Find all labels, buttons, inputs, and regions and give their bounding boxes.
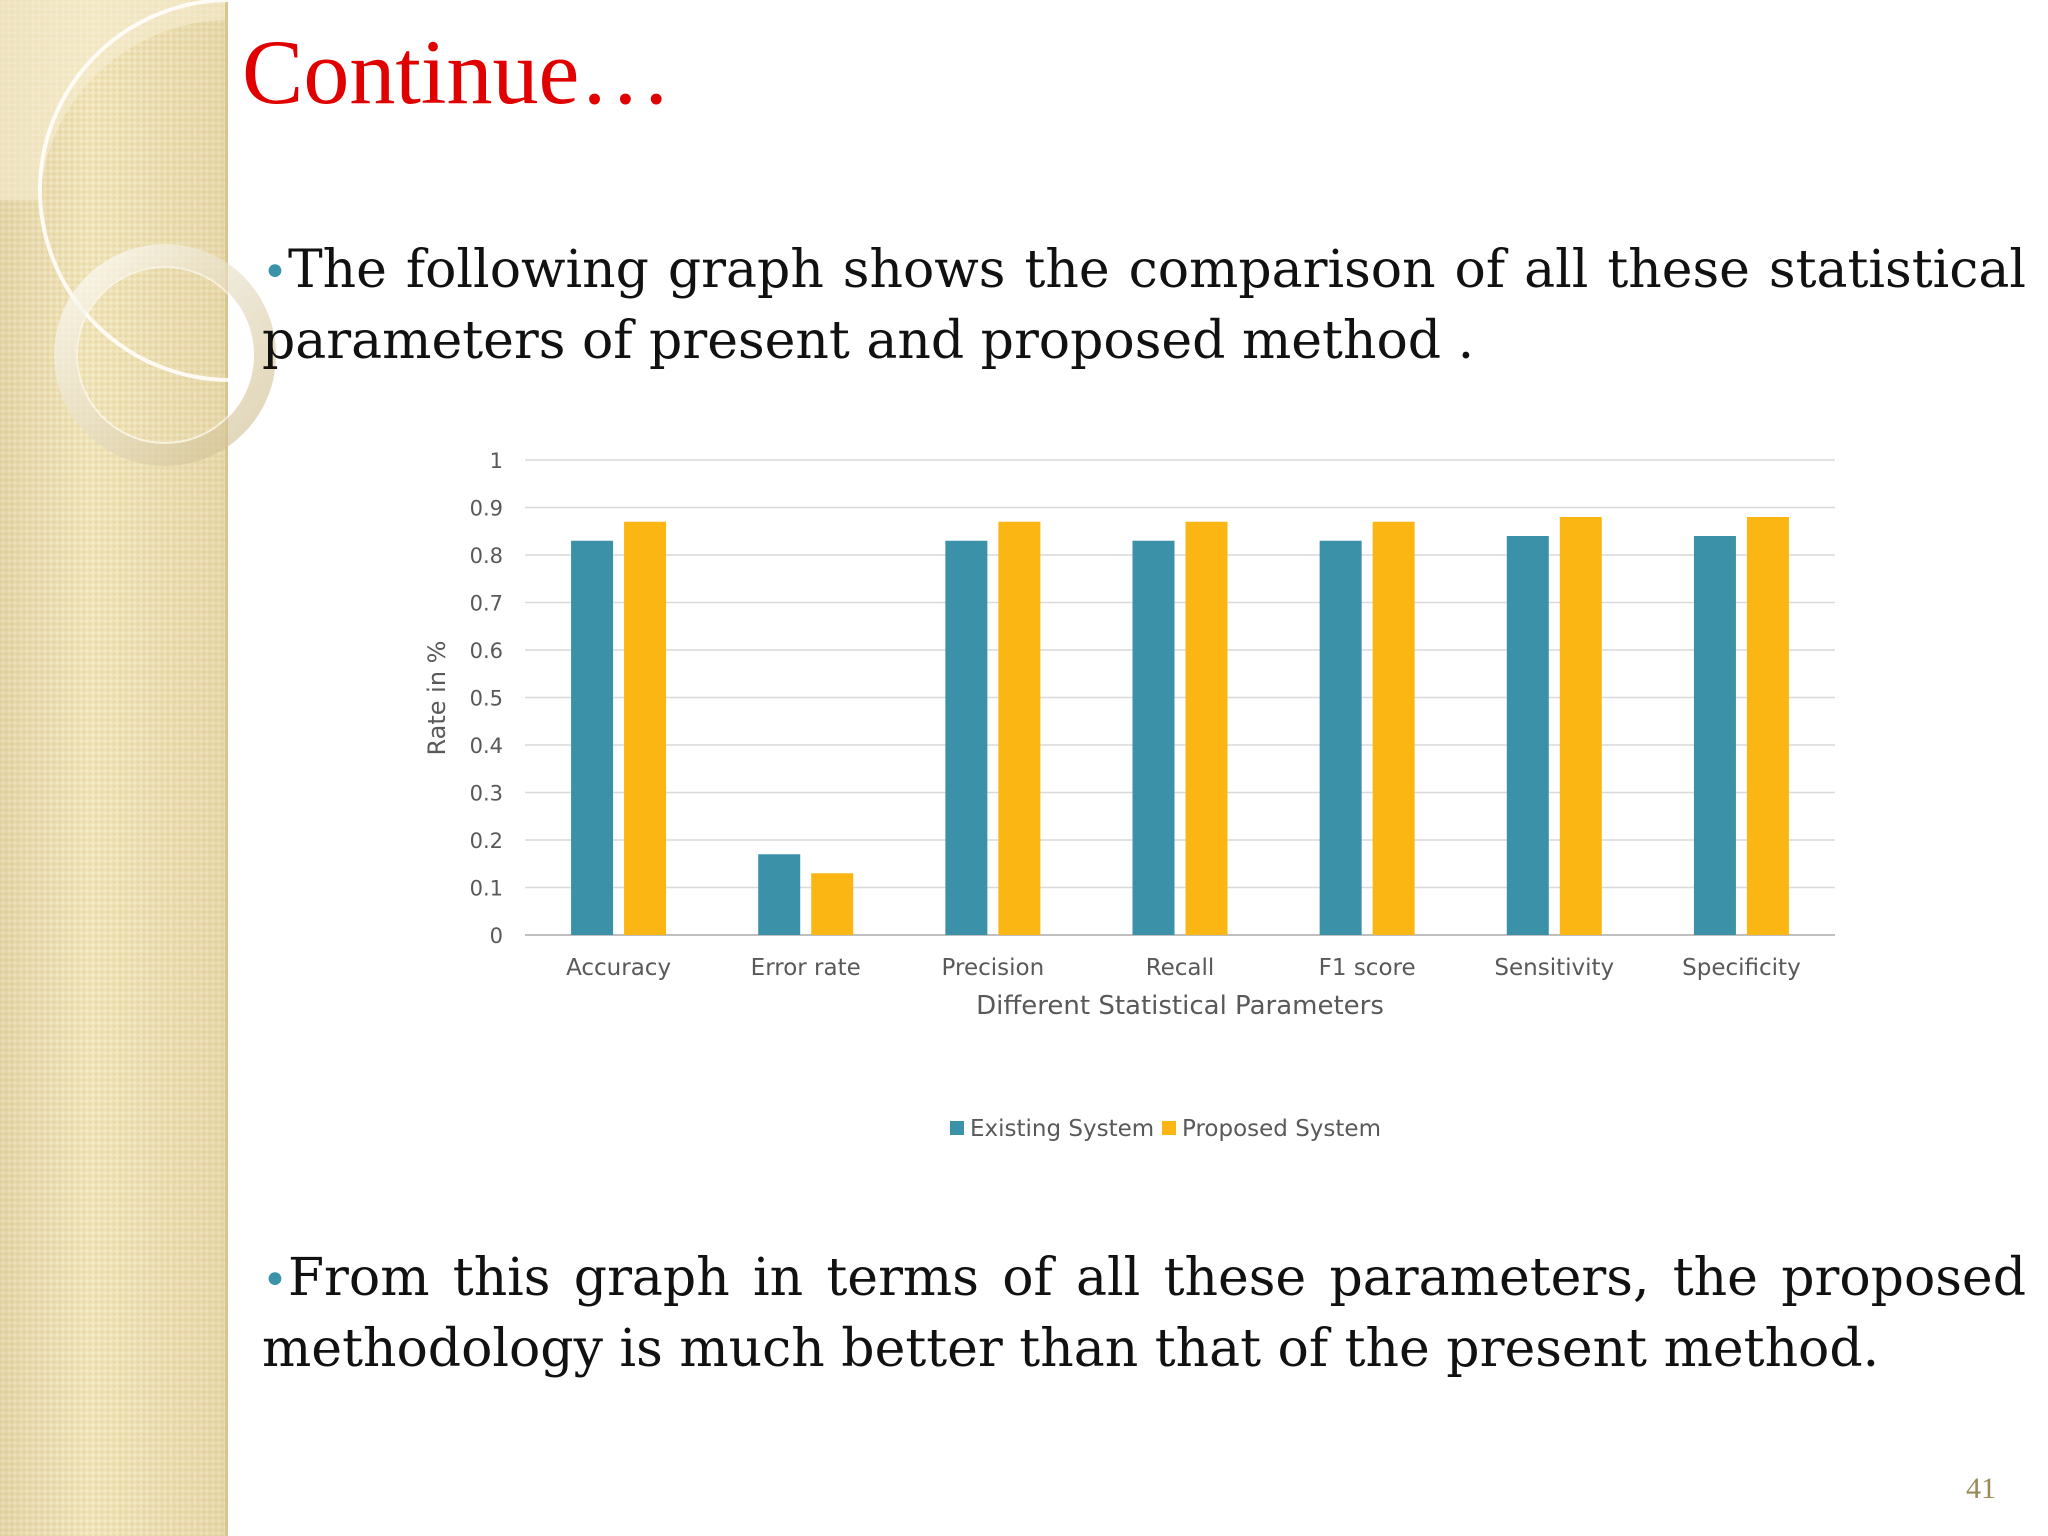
legend-swatch <box>950 1121 964 1135</box>
bar-proposed-precision <box>998 522 1040 935</box>
y-tick-label: 1 <box>489 449 503 473</box>
bar-proposed-sensitivity <box>1560 517 1602 935</box>
x-tick-label: Accuracy <box>566 955 672 981</box>
y-axis-tick-labels <box>470 449 503 948</box>
bar-proposed-recall <box>1186 522 1228 935</box>
y-tick-label: 0.5 <box>469 686 503 711</box>
page-number: 41 <box>1966 1472 1996 1505</box>
x-tick-label: Precision <box>941 955 1045 981</box>
bullet-dot-icon: • <box>262 247 288 298</box>
bar-proposed-f1-score <box>1373 522 1415 935</box>
legend-label: Proposed System <box>1182 1116 1381 1142</box>
bar-existing-precision <box>945 541 987 935</box>
slide-title: Continue… <box>242 21 672 123</box>
bullet-point-1 <box>262 236 2026 375</box>
bullet-text-1: The following graph shows the comparison of all these statistical parameters of present and proposed method . <box>262 240 2026 371</box>
y-tick-label: 0.3 <box>469 781 503 806</box>
bullet-point-2 <box>262 1244 2026 1383</box>
gridlines <box>525 460 1835 935</box>
x-axis-label: Different Statistical Parameters <box>976 991 1384 1021</box>
y-tick-label: 0.1 <box>469 876 503 901</box>
x-tick-label: Recall <box>1145 955 1215 981</box>
bar-existing-accuracy <box>571 541 613 935</box>
x-axis-tick-labels <box>566 955 1801 981</box>
x-tick-label: Specificity <box>1682 955 1801 981</box>
x-tick-label: Error rate <box>750 955 861 981</box>
bar-proposed-accuracy <box>624 522 666 935</box>
bar-existing-error-rate <box>758 854 800 935</box>
y-tick-label: 0.4 <box>469 734 503 758</box>
bar-proposed-specificity <box>1747 517 1789 935</box>
x-tick-label: Sensitivity <box>1494 955 1615 981</box>
bars <box>571 517 1789 935</box>
bullet-text-2: From this graph in terms of all these parameters, the proposed methodology is much better than that of the present method. <box>262 1248 2026 1379</box>
bar-proposed-error-rate <box>811 873 853 935</box>
legend-label: Existing System <box>970 1116 1155 1142</box>
bar-chart <box>400 430 1860 1170</box>
bullet-dot-icon: • <box>262 1255 288 1306</box>
y-tick-label: 0.2 <box>469 829 503 853</box>
bar-existing-sensitivity <box>1507 536 1549 935</box>
y-tick-label: 0.9 <box>469 496 503 521</box>
y-tick-label: 0.8 <box>469 544 503 568</box>
legend-swatch <box>1162 1121 1176 1135</box>
y-tick-label: 0.7 <box>469 591 503 616</box>
bar-existing-specificity <box>1694 536 1736 935</box>
y-tick-label: 0 <box>489 924 503 948</box>
bar-existing-f1-score <box>1320 541 1362 935</box>
bar-existing-recall <box>1133 541 1175 935</box>
x-tick-label: F1 score <box>1318 955 1416 981</box>
legend <box>950 1116 1381 1142</box>
y-axis-label: Rate in % <box>423 640 451 756</box>
y-tick-label: 0.6 <box>469 639 503 663</box>
